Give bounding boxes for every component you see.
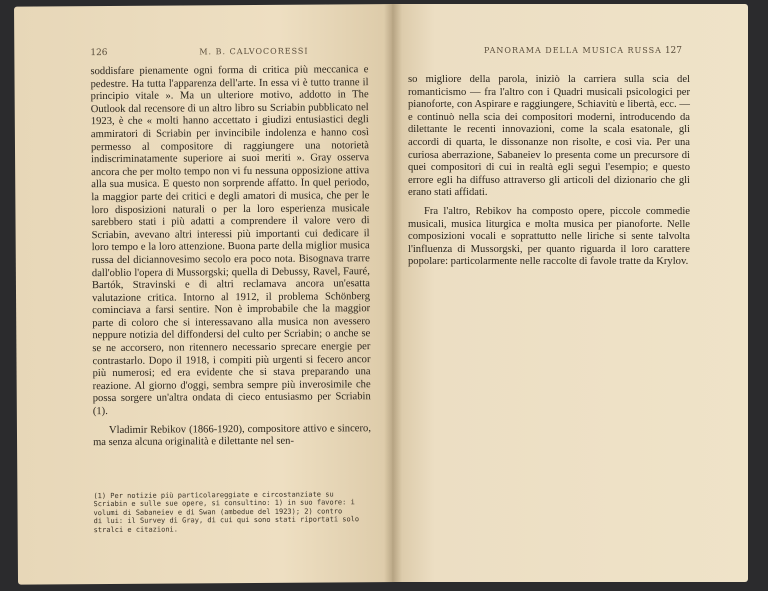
- footnote-line: Scriabin e sulle sue opere, si consultino: 1) in suo favore: i: [93, 498, 355, 509]
- paragraph: Fra l'altro, Rebikov ha composto opere, piccole commedie musicali, musica liturgica e molta musica per pianoforte. Nelle composizioni vocali e soprattutto nelle liriche si sente talvolta l'influenza di Mussorgski, per quanto riguarda il loro carattere popolare: particolarmente nelle raccolte di favole tratte da Krylov.: [408, 205, 690, 268]
- paragraph: so migliore della parola, iniziò la carriera sulla scia del romanticismo — fra l'altro con i Quadri musicali psicologici per pianoforte, con Aspirare e raggiungere, Schiavitù e libertà, ecc. — e continuò nella scia dei compositori moderni, introducendo da dilettante le recenti innovazioni, come la scala esatonale, gli accordi di quarta, le dissonanze non risolte, e così via. Per una curiosa aberrazione, Sabaneiev lo presenta come un precursore di quei compositori di cui in realtà egli seguì l'esempio; e questo errore egli ha diffuso attraverso gli articoli del dizionario che gli erano stati affidati.: [408, 74, 690, 199]
- footnote-line: volumi di Sabaneiev e di Swan (ambedue del 1923); 2) contro: [93, 507, 343, 517]
- left-page-body: [90, 64, 371, 450]
- footnote-line: di lui: il Survey di Gray, di cui qui sono stati riportati solo: [93, 515, 360, 526]
- running-head: PANORAMA DELLA MUSICA RUSSA: [484, 46, 662, 55]
- right-page: [392, 4, 748, 582]
- paragraph: Vladimir Rebikov (1866-1920), compositore attivo e sincero, ma senza alcuna originalità e dilettante nel sen-: [93, 422, 371, 449]
- page-number: 127: [664, 46, 682, 56]
- right-page-body: [408, 74, 690, 269]
- footnote-line: stralci e citazioni.: [93, 525, 178, 534]
- left-page: [14, 4, 396, 585]
- open-book: [14, 4, 752, 582]
- running-head: M. B. CALVOCORESSI: [199, 46, 309, 57]
- footnote-line: (1) Per notizie più particolareggiate e circostanziate su: [93, 490, 334, 501]
- paragraph: soddisfare pienamente ogni forma di critica più meccanica e pedestre. Ha tutta l'apparenza dell'arte. In essa vi è tutto tranne il principio vitale ». Ma un ulteriore motivo, addotto in The Outlook dal recensore di un altro libro su Scriabin pubblicato nel 1923, è che « molti hanno accettato i giudizi entusiastici degli ammiratori di Scriabin per invincibile indolenza e hanno così permesso al compositore di raggiungere una notorietà indiscriminatamente superiore ai suoi meriti ». Gray osserva ancora che per molto tempo non vi fu nessuna opposizione attiva alla sua musica. E questo non sorprende affatto. In quel periodo, la maggior parte dei critici e degli amatori di musica, che per le loro disposizioni naturali o per la loro esperienza musicale sarebbero stati i più adatti a comprendere il valore vero di Scriabin, avevano altri interessi più importanti cui dedicare il loro tempo e la loro attenzione. Buona parte della miglior musica russa del diciannovesimo secolo era poco nota. Bisognava trarre dall'oblio l'opera di Mussorgski; quella di Debussy, Ravel, Fauré, Bartók, Stravinski e di altri reclamava ancora un'esatta valutazione critica. Intorno al 1912, il problema Schönberg cominciava a farsi sentire. Non è improbabile che la maggior parte di coloro che si interessavano alla musica non avessero neppure notizia del diffondersi del culto per Scriabin; o anche se se ne accorsero, non ritennero necessario sprecare energie per contrastarlo. Dopo il 1918, i compiti più urgenti si fecero ancor più numerosi; ed era evidente che si stava preparando una reazione. Al giorno d'oggi, sembra sempre più inverosimile che possa sorgere un'altra ondata di cieco entusiasmo per Scriabin (1).: [90, 64, 371, 418]
- footnote: [93, 490, 371, 534]
- page-number: 126: [90, 47, 108, 59]
- left-page-header: [14, 46, 392, 59]
